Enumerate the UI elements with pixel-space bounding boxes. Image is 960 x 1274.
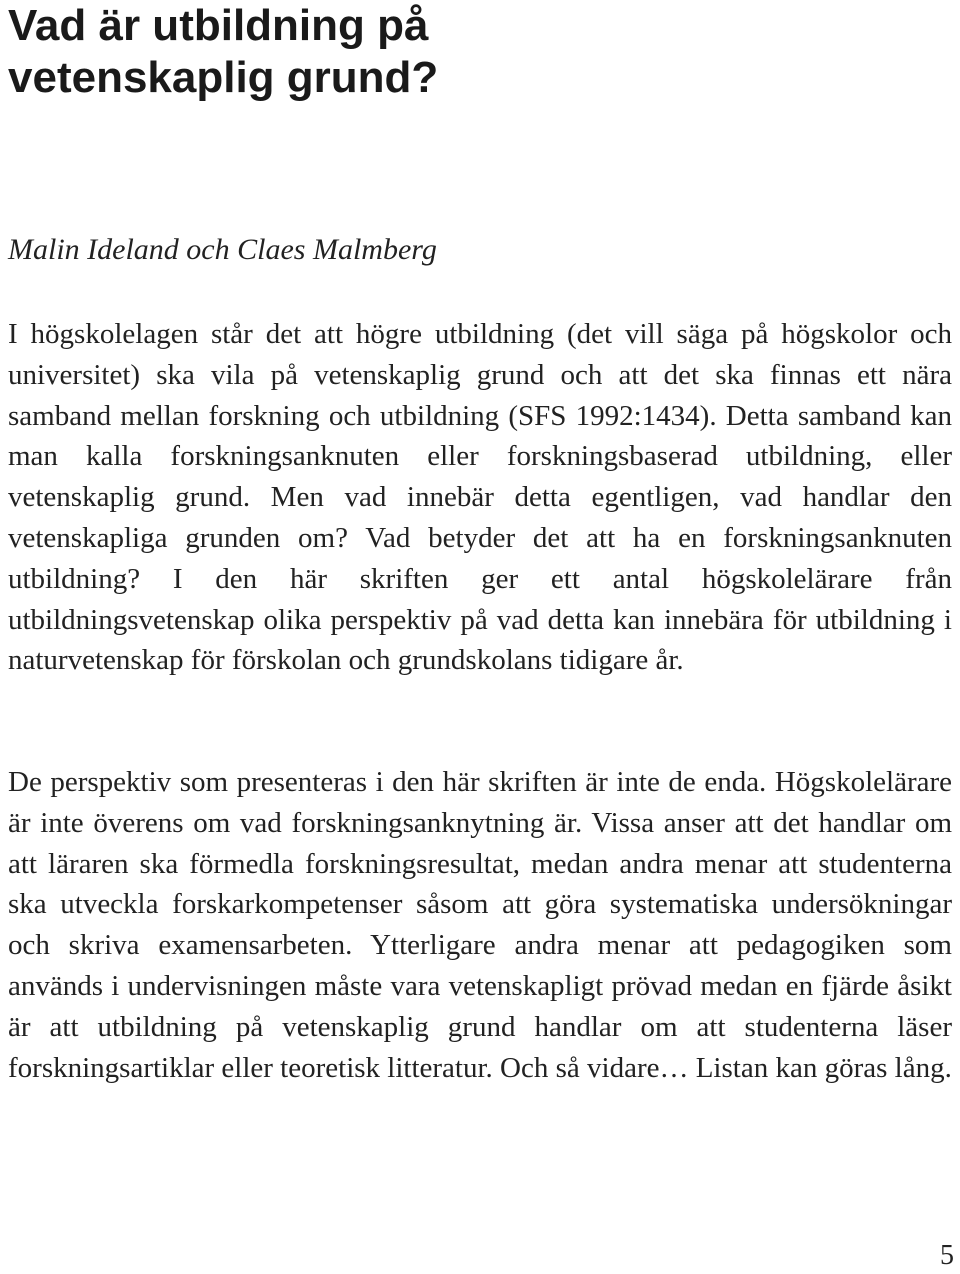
page-title: Vad är utbildning på vetenskaplig grund? [8, 1, 439, 102]
page-number: 5 [940, 1240, 954, 1271]
body-paragraph-2: De perspektiv som presenteras i den här skriften är inte de enda. Högskolelärare är inte överens om vad forskningsanknytning är. Vissa anser att det handlar om att läraren ska förmedla forskningsresultat, medan andra menar att studenterna ska utveckla forskarkompetenser såsom att göra systematiska undersökningar och skriva examensarbeten. Ytterligare andra menar att pedagogiken som används i undervisningen måste vara vetenskapligt prövad medan en fjärde åsikt är att utbildning på vetenskaplig grund handlar om att studenterna läser forskningsartiklar eller teoretisk litteratur. Och så vidare… Listan kan göras lång. [8, 766, 952, 1084]
author-line: Malin Ideland och Claes Malmberg [8, 233, 437, 266]
body-paragraph-1: I högskolelagen står det att högre utbildning (det vill säga på högskolor och universitet) ska vila på vetenskaplig grund och att det ska finnas ett nära samband mellan forskning och utbildning (SFS 1992:1434). Detta samband kan man kalla forskningsanknuten eller forskningsbaserad utbildning, eller vetenskaplig grund. Men vad innebär detta egentligen, vad handlar den vetenskapliga grunden om? Vad betyder det att ha en forskningsanknuten utbildning? I den här skriften ger ett antal högskolelärare från utbildningsvetenskap olika perspektiv på vad detta kan innebära för utbildning i naturvetenskap för förskolan och grundskolans tidigare år. [8, 318, 952, 677]
